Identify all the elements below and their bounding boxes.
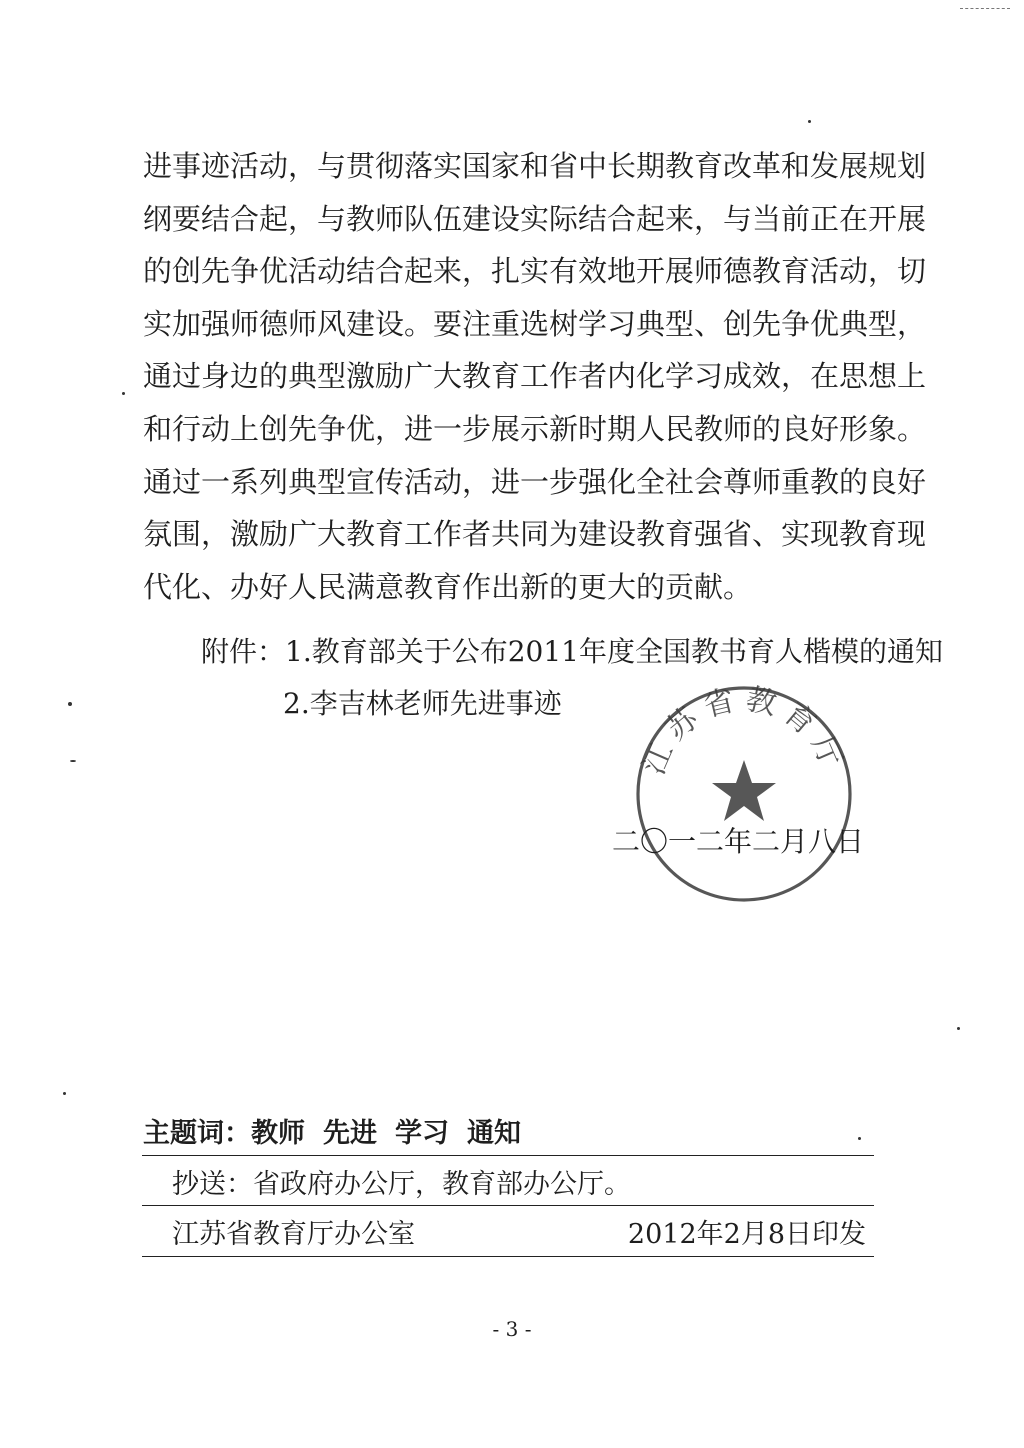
scan-speck <box>68 702 72 706</box>
cc-line: 抄送：省政府办公厅，教育部办公厅。 <box>172 1169 631 1200</box>
official-seal-stamp <box>632 682 856 906</box>
scan-speck <box>122 392 125 395</box>
body-line: 和行动上创先争优，进一步展示新时期人民教师的良好形象。 <box>143 411 927 446</box>
keywords-line <box>143 1117 539 1151</box>
divider-rule <box>142 1256 874 1257</box>
divider-rule <box>142 1205 874 1206</box>
attachment-item: 1.教育部关于公布2011年度全国教书育人楷模的通知 <box>285 635 943 668</box>
scan-speck <box>70 760 76 762</box>
keyword: 通知 <box>467 1118 521 1149</box>
body-line: 通过身边的典型激励广大教育工作者内化学习成效，在思想上 <box>143 359 927 394</box>
keyword: 学习 <box>395 1118 449 1149</box>
body-line: 代化、办好人民满意教育作出新的更大的贡献。 <box>143 569 753 604</box>
scan-speck <box>957 1027 960 1030</box>
keywords-label: 主题词： <box>143 1118 251 1149</box>
attachments <box>201 635 943 720</box>
attachment-item: 2.李吉林老师先进事迹 <box>283 687 562 720</box>
body-line: 进事迹活动，与贯彻落实国家和省中长期教育改革和发展规划 <box>143 149 927 183</box>
body-line: 氛围，激励广大教育工作者共同为建设教育强省、实现教育现 <box>143 517 927 552</box>
body-line: 通过一系列典型宣传活动，进一步强化全社会尊师重教的良好 <box>143 464 927 499</box>
attachments-label: 附件： <box>201 635 286 668</box>
svg-text:江苏省教育厅: 江苏省教育厅 <box>636 682 852 780</box>
signature-date: 二〇一二年二月八日 <box>611 825 864 858</box>
scan-speck <box>808 120 811 123</box>
scan-speck <box>63 1092 66 1095</box>
body-line: 纲要结合起，与教师队伍建设实际结合起来，与当前正在开展 <box>143 201 927 236</box>
keyword: 先进 <box>323 1118 377 1149</box>
keyword: 教师 <box>251 1118 305 1149</box>
issue-date: 2012年2月8日印发 <box>627 1219 866 1250</box>
body-line: 的创先争优活动结合起来，扎实有效地开展师德教育活动，切 <box>143 254 927 289</box>
page-number: - 3 - <box>492 1317 532 1341</box>
body-line: 实加强师德师风建设。要注重选树学习典型、创先争优典型， <box>143 306 927 341</box>
corner-mark <box>960 8 1010 9</box>
scan-speck <box>858 1137 861 1140</box>
issuer: 江苏省教育厅办公室 <box>172 1219 415 1250</box>
divider-rule <box>142 1155 874 1156</box>
body-text <box>143 149 927 623</box>
